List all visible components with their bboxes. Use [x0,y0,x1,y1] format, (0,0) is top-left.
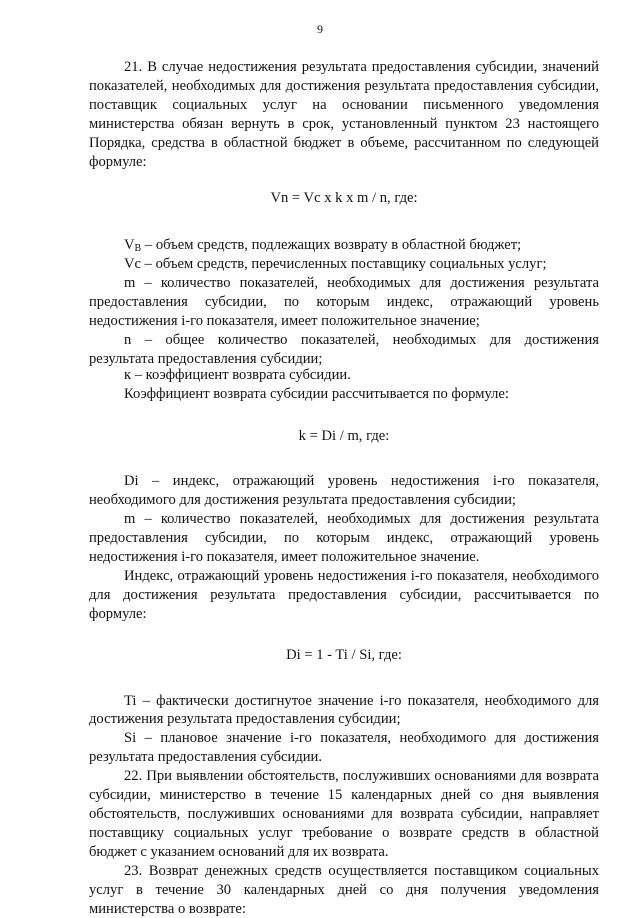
formula-volume-return: Vn = Vc x k x m / n, где: [270,190,418,207]
definition-vc: Vc – объем средств, перечисленных поставщику социальных услуг; [124,256,547,273]
definition-vv [89,236,599,255]
formula-k: k = Di / m, где: [298,427,390,444]
definition-m-2: m – количество показателей, необходимых для достижения результата предоставления субсидии, по которым индекс, отражающий уровень недостижения i-го показателя, имеет положительное значение. [89,511,599,566]
definition-di: Di – индекс, отражающий уровень недостижения i-го показателя, необходимого для достижения результата предоставления субсидии; [89,473,599,509]
definition-ti: Ti – фактически достигнутое значение i-го показателя, необходимого для достижения результата предоставления субсидии; [89,692,599,728]
definition-n: n – общее количество показателей, необходимых для достижения результата предоставления субсидии; [89,331,599,367]
paragraph-22: 22. При выявлении обстоятельств, послуживших основаниями для возврата субсидии, министерство в течение 15 календарных дней со дня выявления обстоятельств, послуживших основаниями для возврата субсидии, направляет поставщику социальных услуг требование о возврате средств в областной бюджет с указанием оснований для их возврата. [89,768,599,860]
definition-k: к – коэффициент возврата субсидии. [124,366,351,383]
paragraph-23: 23. Возврат денежных средств осуществляется поставщиком социальных услуг в течение 30 календарных дней со дня получения уведомления министерства о возврате: [89,862,599,917]
page-number: 9 [317,22,323,36]
formula-di: Di = 1 - Ti / Si, где: [286,646,402,663]
definition-si: Si – плановое значение i-го показателя, необходимого для достижения результата предоставления субсидии. [89,730,599,766]
di-formula-intro: Индекс, отражающий уровень недостижения i-го показателя, необходимого для достижения результата предоставления субсидии, рассчитывается по формуле: [89,567,599,622]
vv-subscript: B [134,243,142,255]
vv-symbol: V [124,237,135,254]
vv-description: – объем средств, подлежащих возврату в областной бюджет; [141,237,522,254]
page-content [89,58,599,918]
k-formula-intro: Коэффициент возврата субсидии рассчитывается по формуле: [124,385,509,402]
paragraph-21: 21. В случае недостижения результата предоставления субсидии, значений показателей, необходимых для достижения результата предоставления субсидии, поставщик социальных услуг на основании письменного уведомления министерства обязан вернуть в срок, установленный пунктом 23 настоящего Порядка, средства в областной бюджет в объеме, рассчитанном по следующей формуле: [89,59,599,170]
definition-m-1: m – количество показателей, необходимых для достижения результата предоставления субсидии, по которым индекс, отражающий уровень недостижения i-го показателя, имеет положительное значение; [89,275,599,329]
